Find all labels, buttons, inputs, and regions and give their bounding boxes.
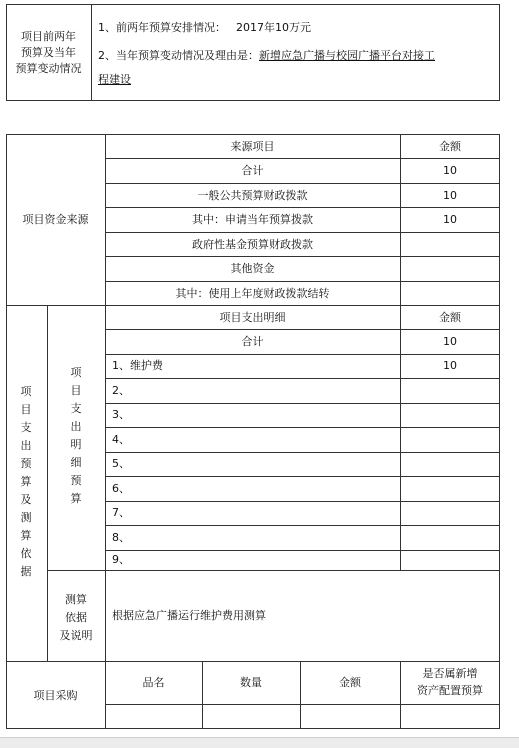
exp-basis-line	[47, 570, 500, 571]
exp-outer-divider	[47, 305, 48, 661]
proc-col-new-line2: 资产配置预算	[417, 684, 483, 697]
funding-row-line	[105, 256, 500, 257]
proc-col-name: 品名	[142, 676, 165, 689]
funding-row-line	[105, 232, 500, 233]
exp-row-item: 2、	[112, 384, 130, 397]
prev-budget-line2-reason-a: 新增应急广播与校园广播平台对接工	[259, 49, 435, 62]
basis-text: 根据应急广播运行维护费用测算	[112, 609, 266, 622]
proc-row-line	[105, 704, 500, 705]
exp-row-item: 4、	[112, 433, 130, 446]
exp-row-amount: 10	[443, 359, 457, 372]
exp-inner-divider	[105, 305, 106, 661]
prev-budget-line1	[98, 21, 311, 35]
proc-col-new-line1: 是否属新增	[422, 667, 478, 680]
funding-row-item: 其中：使用上年度财政拨款结转	[175, 287, 330, 300]
exp-row-item: 3、	[112, 408, 130, 421]
exp-header-item: 项目支出明细	[219, 311, 286, 324]
exp-row-item: 1、维护费	[112, 359, 163, 372]
exp-row-item: 8、	[112, 531, 130, 544]
exp-total-label: 合计	[241, 335, 264, 348]
prev-budget-label-line2: 预算及当年	[21, 46, 76, 59]
funding-row-line	[105, 158, 500, 159]
proc-col-divider	[300, 661, 301, 729]
exp-row-line	[105, 427, 500, 428]
prev-budget-label-line1: 项目前两年	[21, 30, 76, 43]
funding-header-amount: 金额	[439, 140, 461, 153]
exp-row-line	[105, 354, 500, 355]
funding-row-item: 一般公共预算财政拨款	[197, 189, 308, 202]
basis-label-line1: 测算	[65, 593, 87, 606]
exp-row-line	[105, 452, 500, 453]
exp-row-line	[105, 378, 500, 379]
window-bottom-bar	[0, 737, 519, 748]
proc-label-divider	[105, 661, 106, 729]
proc-label: 项目采购	[33, 689, 78, 702]
prev-budget-line2	[98, 49, 435, 63]
funding-label: 项目资金来源	[22, 213, 89, 226]
funding-row-amount: 10	[443, 213, 457, 226]
exp-row-line	[105, 403, 500, 404]
funding-row-amount: 10	[443, 189, 457, 202]
exp-row-line	[105, 329, 500, 330]
proc-col-divider	[202, 661, 203, 729]
funding-row-line	[105, 207, 500, 208]
exp-outer-label: 项目支出预算及测算依据	[20, 385, 32, 578]
funding-row-item: 其他资金	[230, 262, 275, 275]
proc-col-amount: 金额	[339, 676, 361, 689]
exp-row-line	[105, 525, 500, 526]
exp-inner-label: 项目支出明细预算	[70, 366, 82, 505]
section-divider	[6, 305, 500, 306]
funding-header-item: 来源项目	[230, 140, 275, 153]
exp-total-amount: 10	[443, 335, 457, 348]
prev-budget-line2-reason-b: 程建设	[98, 73, 131, 86]
exp-row-item: 5、	[112, 457, 130, 470]
funding-row-item: 其中：申请当年预算拨款	[192, 213, 313, 226]
funding-row-line	[105, 281, 500, 282]
exp-row-item: 7、	[112, 506, 130, 519]
exp-header-amount: 金额	[439, 311, 461, 324]
prev-budget-divider	[91, 4, 92, 101]
funding-row-item: 政府性基金预算财政拨款	[192, 238, 313, 251]
prev-budget-line1-prefix: 1、前两年预算安排情况：	[98, 21, 226, 34]
basis-label-line2: 依据	[65, 611, 87, 624]
proc-col-qty: 数量	[240, 676, 262, 689]
prev-budget-label-line3: 预算变动情况	[15, 62, 82, 75]
exp-row-line	[105, 550, 500, 551]
section-divider	[6, 661, 500, 662]
funding-row-line	[105, 183, 500, 184]
basis-label-line3: 及说明	[59, 629, 93, 642]
exp-row-item: 9、	[112, 553, 130, 566]
exp-row-line	[105, 476, 500, 477]
funding-row-item: 合计	[241, 164, 264, 177]
prev-budget-line1-value: 2017年10万元	[236, 21, 311, 34]
exp-row-item: 6、	[112, 482, 130, 495]
prev-budget-line2-prefix: 2、当年预算变动情况及理由是：	[98, 49, 259, 62]
exp-row-line	[105, 501, 500, 502]
funding-row-amount: 10	[443, 164, 457, 177]
